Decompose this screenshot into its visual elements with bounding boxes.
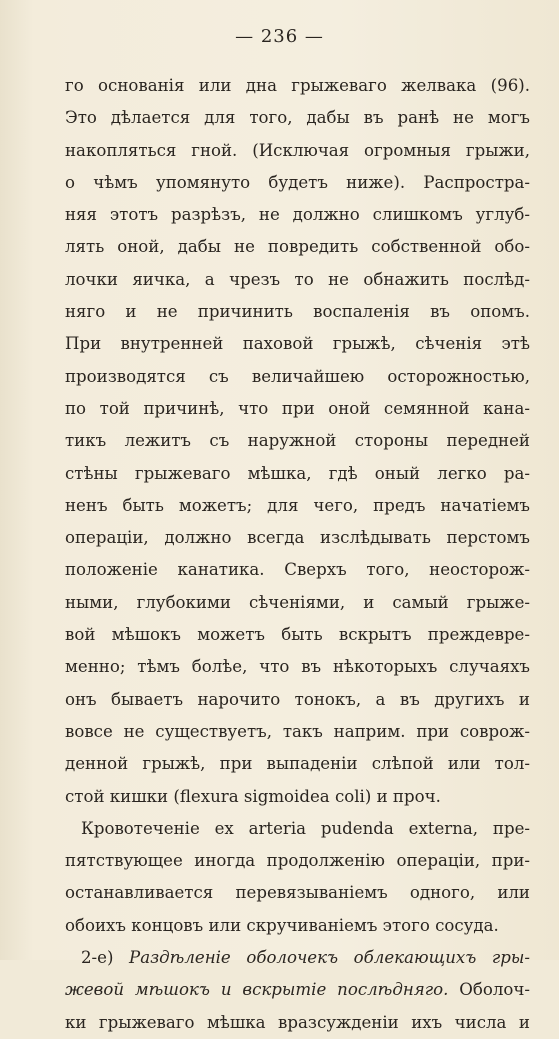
text-run: Оболоч- <box>459 980 530 1000</box>
text-line: останавливается перевязываніемъ одного, или <box>65 883 530 903</box>
body-text <box>65 70 530 1039</box>
text-line: производятся съ величайшею осторожностью, <box>65 366 530 386</box>
text-line: положеніе канатика. Сверхъ того, неосторож- <box>65 560 530 580</box>
text-line: Это дѣлается для того, дабы въ ранѣ не могъ <box>65 108 530 128</box>
text-line: стѣны грыжеваго мѣшка, гдѣ оный легко ра- <box>65 463 530 483</box>
text-line: го основанія или дна грыжеваго желвака (96). <box>65 76 530 95</box>
text-line: обоихъ концовъ или скручиваніемъ этого сосуда. <box>65 915 499 935</box>
section-title: жевой мѣшокъ и вскрытіе послѣдняго. <box>65 980 449 1000</box>
text-line: ки грыжеваго мѣшка вразсужденіи ихъ числа и <box>65 1012 530 1032</box>
text-line: тикъ лежитъ съ наружной стороны передней <box>65 431 530 451</box>
text-line: операціи, должно всегда изслѣдывать перстомъ <box>65 528 530 548</box>
text-line: Кровотеченіе ex arteria pudenda externa, пре- <box>81 818 530 838</box>
text-line: лочки яичка, а чрезъ то не обнажить послѣд- <box>65 269 530 289</box>
text-line: по той причинѣ, что при оной семянной кана- <box>65 398 530 418</box>
text-line: о чѣмъ упомянуто будетъ ниже). Распростра- <box>65 172 530 192</box>
text-line: няго и не причинить воспаленія въ опомъ. <box>65 302 530 322</box>
text-line: ненъ быть можетъ; для чего, предъ начатіемъ <box>65 495 530 515</box>
text-line: лять оной, дабы не повредить собственной обо- <box>65 237 530 257</box>
section-number: 2-е) <box>81 948 114 968</box>
text-line: накопляться гной. (Исключая огромныя грыжи, <box>65 140 530 160</box>
text-line: менно; тѣмъ болѣе, что въ нѣкоторыхъ случаяхъ <box>65 657 530 677</box>
text-line: вовсе не существуетъ, такъ наприм. при соврож- <box>65 721 530 741</box>
section-title: Раздѣленіе оболочекъ облекающихъ гры- <box>129 948 530 968</box>
text-line: При внутренней паховой грыжѣ, сѣченія этѣ <box>65 334 530 354</box>
text-line: пятствующее иногда продолженію операціи, при- <box>65 851 530 871</box>
text-line: вой мѣшокъ можетъ быть вскрытъ преждевре- <box>65 625 530 645</box>
text-line: няя этотъ разрѣзъ, не должно слишкомъ углуб- <box>65 205 530 225</box>
text-line: ными, глубокими сѣченіями, и самый грыже- <box>65 592 530 612</box>
text-line: денной грыжѣ, при выпаденіи слѣпой или тол- <box>65 754 530 774</box>
text-line: онъ бываетъ нарочито тонокъ, а въ другихъ и <box>65 689 530 709</box>
text-line: стой кишки (flexura sigmoidea coli) и проч. <box>65 786 441 806</box>
section-heading-line <box>65 974 530 1006</box>
page-number: — 236 — <box>235 26 324 47</box>
section-heading-line <box>65 942 530 974</box>
